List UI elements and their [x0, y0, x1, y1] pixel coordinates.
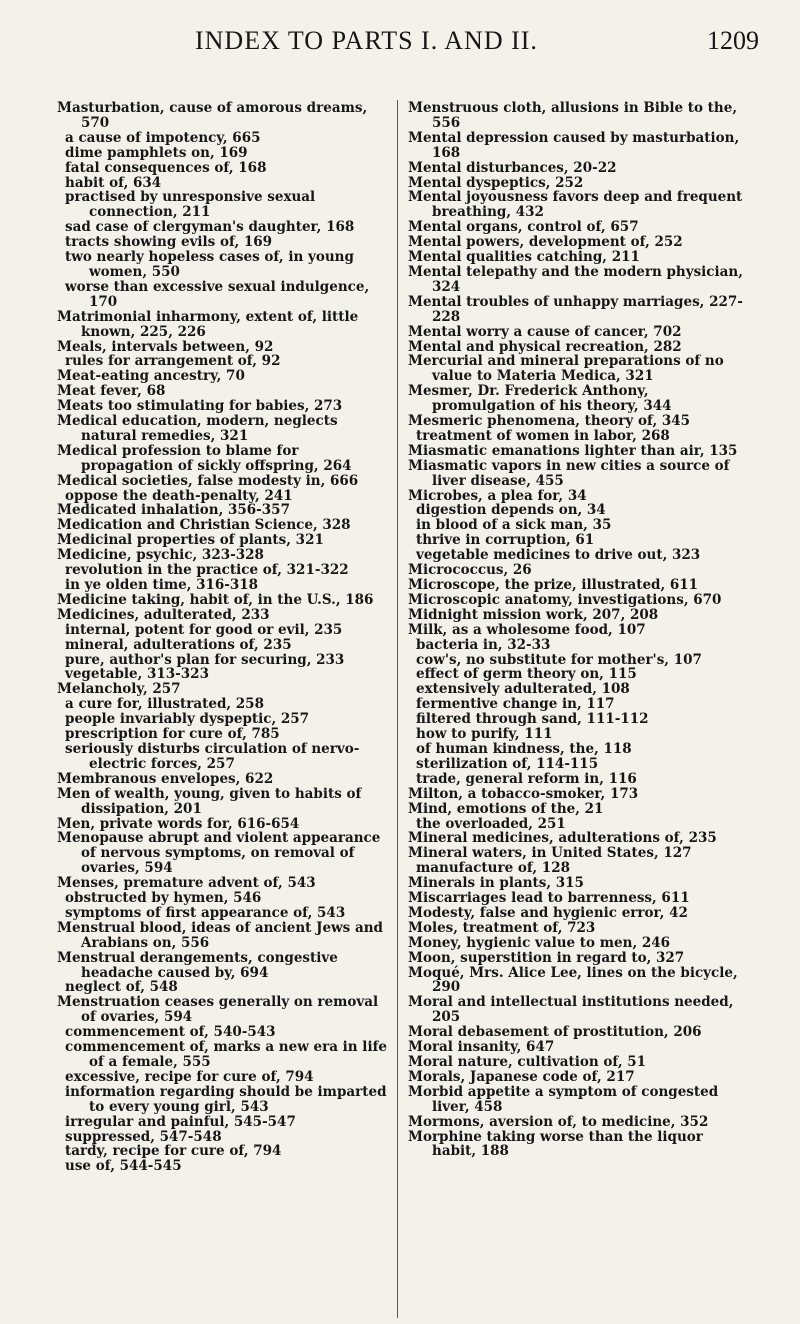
index-entry: Minerals in plants, 315 [408, 875, 584, 892]
index-entry: Mental depression caused by masturbation, 168 [408, 129, 740, 161]
index-subentry: oppose the death-penalty, 241 [65, 487, 293, 504]
index-entry: Membranous envelopes, 622 [57, 770, 274, 787]
index-subentry: digestion depends on, 34 [416, 502, 606, 519]
index-entry: Mental worry a cause of cancer, 702 [408, 323, 682, 340]
index-column-left [57, 101, 387, 1174]
index-entry: Meats too stimulating for babies, 273 [57, 398, 343, 415]
index-subentry: filtered through sand, 111-112 [416, 711, 649, 728]
index-entry: Mormons, aversion of, to medicine, 352 [408, 1113, 709, 1130]
index-subentry: of human kindness, the, 118 [416, 740, 632, 757]
index-subentry: pure, author's plan for securing, 233 [65, 651, 345, 668]
index-entry: Mental and physical recreation, 282 [408, 338, 682, 355]
index-entry: Miasmatic vapors in new cities a source of liver disease, 455 [408, 457, 730, 489]
index-entry: Melancholy, 257 [57, 681, 181, 698]
index-subentry: habit of, 634 [65, 174, 162, 191]
index-entry: Moral insanity, 647 [408, 1039, 555, 1056]
index-subentry: trade, general reform in, 116 [416, 770, 637, 787]
index-entry: Menstruous cloth, allusions in Bible to the, 556 [408, 100, 738, 131]
index-subentry: revolution in the practice of, 321-322 [65, 562, 349, 579]
index-entry: Meals, intervals between, 92 [57, 338, 274, 355]
index-entry: Moles, treatment of, 723 [408, 919, 596, 936]
index-entry: Matrimonial inharmony, extent of, little known, 225, 226 [57, 308, 359, 340]
index-subentry: commencement of, marks a new era in life of a female, 555 [65, 1039, 387, 1070]
index-entry: Mind, emotions of the, 21 [408, 800, 604, 817]
index-entry: Medical societies, false modesty in, 666 [57, 472, 359, 489]
index-subentry: information regarding should be imparted to every young girl, 543 [65, 1083, 387, 1115]
index-entry: Medicine taking, habit of, in the U.S., 186 [57, 591, 374, 608]
index-subentry: how to purify, 111 [416, 726, 553, 743]
index-subentry: in blood of a sick man, 35 [416, 517, 612, 534]
index-subentry: neglect of, 548 [65, 979, 178, 996]
index-entry: Moral debasement of prostitution, 206 [408, 1024, 702, 1041]
index-entry: Modesty, false and hygienic error, 42 [408, 904, 688, 921]
index-subentry: two nearly hopeless cases of, in young women, 550 [65, 249, 354, 280]
index-subentry: thrive in corruption, 61 [416, 532, 595, 549]
index-entry: Morbid appetite a symptom of congested liver, 458 [408, 1083, 719, 1115]
index-subentry: practised by unresponsive sexual connection, 211 [65, 189, 316, 221]
index-subentry: cow's, no substitute for mother's, 107 [416, 651, 702, 668]
index-subentry: fatal consequences of, 168 [65, 159, 267, 176]
index-entry: Moqué, Mrs. Alice Lee, lines on the bicycle, 290 [408, 964, 738, 996]
index-entry: Mental telepathy and the modern physician, 324 [408, 263, 743, 295]
index-subentry: obstructed by hymen, 546 [65, 890, 262, 907]
index-entry: Menstrual derangements, congestive headache caused by, 694 [57, 949, 338, 981]
page-number: 1209 [707, 26, 759, 55]
index-subentry: rules for arrangement of, 92 [65, 353, 281, 370]
index-entry: Mental organs, control of, 657 [408, 219, 639, 236]
index-entry: Morphine taking worse than the liquor habit, 188 [408, 1128, 703, 1160]
index-entry: Mental troubles of unhappy marriages, 227-228 [408, 293, 743, 325]
index-entry: Moral nature, cultivation of, 51 [408, 1054, 647, 1070]
index-entry: Moral and intellectual institutions needed, 205 [408, 994, 734, 1026]
index-subentry: people invariably dyspeptic, 257 [65, 711, 310, 728]
index-subentry: the overloaded, 251 [416, 815, 566, 832]
index-entry: Menopause abrupt and violent appearance of nervous symptoms, on removal of ovaries, 594 [57, 830, 381, 877]
index-subentry: sad case of clergyman's daughter, 168 [65, 219, 355, 236]
index-subentry: extensively adulterated, 108 [416, 681, 630, 698]
index-entry: Mineral medicines, adulterations of, 235 [408, 830, 717, 847]
index-entry: Microbes, a plea for, 34 [408, 487, 587, 504]
index-subentry: dime pamphlets on, 169 [65, 144, 248, 161]
index-subentry: seriously disturbs circulation of nervo-electric forces, 257 [65, 740, 360, 772]
index-entry: Miscarriages lead to barrenness, 611 [408, 890, 690, 907]
index-subentry: a cause of impotency, 665 [65, 129, 261, 146]
index-entry: Mental dyspeptics, 252 [408, 174, 584, 191]
index-subentry: commencement of, 540-543 [65, 1024, 276, 1041]
index-subentry: vegetable medicines to drive out, 323 [416, 547, 701, 564]
index-subentry: excessive, recipe for cure of, 794 [65, 1068, 314, 1085]
index-column-right [408, 101, 748, 1159]
index-entry: Midnight mission work, 207, 208 [408, 606, 659, 623]
index-entry: Meat-eating ancestry, 70 [57, 368, 245, 385]
index-entry: Meat fever, 68 [57, 383, 166, 400]
index-entry: Mental powers, development of, 252 [408, 234, 683, 251]
index-subentry: bacteria in, 32-33 [416, 636, 551, 653]
index-entry: Medicinal properties of plants, 321 [57, 532, 324, 549]
index-subentry: effect of germ theory on, 115 [416, 666, 637, 683]
index-entry: Menses, premature advent of, 543 [57, 875, 316, 892]
index-entry: Men, private words for, 616-654 [57, 815, 300, 832]
index-entry: Miasmatic emanations lighter than air, 135 [408, 442, 738, 459]
index-subentry: mineral, adulterations of, 235 [65, 636, 292, 653]
index-entry: Men of wealth, young, given to habits of dissipation, 201 [57, 785, 362, 817]
index-subentry: fermentive change in, 117 [416, 696, 615, 713]
column-divider [397, 100, 398, 1318]
index-entry: Mesmeric phenomena, theory of, 345 [408, 413, 691, 430]
index-entry: Medication and Christian Science, 328 [57, 517, 351, 534]
index-entry: Menstruation ceases generally on removal of ovaries, 594 [57, 994, 379, 1026]
index-subentry: a cure for, illustrated, 258 [65, 696, 264, 713]
index-entry: Medicated inhalation, 356-357 [57, 502, 290, 519]
index-entry: Micrococcus, 26 [408, 562, 532, 579]
index-entry: Mercurial and mineral preparations of no value to Materia Medica, 321 [408, 353, 724, 385]
index-entry: Mental qualities catching, 211 [408, 249, 640, 266]
index-entry: Money, hygienic value to men, 246 [408, 934, 671, 951]
index-entry: Mental joyousness favors deep and frequent breathing, 432 [408, 189, 743, 221]
index-entry: Medical education, modern, neglects natural remedies, 321 [57, 413, 338, 444]
index-entry: Menstrual blood, ideas of ancient Jews and Arabians on, 556 [57, 919, 383, 951]
page-header [0, 26, 800, 66]
index-subentry: treatment of women in labor, 268 [416, 427, 670, 444]
index-entry: Medical profession to blame for propagation of sickly offspring, 264 [57, 442, 352, 474]
index-subentry: use of, 544-545 [65, 1158, 182, 1175]
index-entry: Medicine, psychic, 323-328 [57, 547, 264, 564]
index-entry: Medicines, adulterated, 233 [57, 606, 270, 623]
index-entry: Mineral waters, in United States, 127 [408, 845, 692, 862]
index-entry: Milk, as a wholesome food, 107 [408, 621, 646, 638]
index-subentry: manufacture of, 128 [416, 860, 570, 877]
index-subentry: vegetable, 313-323 [65, 666, 209, 683]
index-subentry: tracts showing evils of, 169 [65, 234, 273, 251]
index-entry: Mesmer, Dr. Frederick Anthony, promulgation of his theory, 344 [408, 383, 672, 415]
index-subentry: worse than excessive sexual indulgence, 170 [65, 278, 370, 310]
index-entry: Moon, superstition in regard to, 327 [408, 949, 685, 966]
index-subentry: suppressed, 547-548 [65, 1128, 222, 1145]
index-subentry: symptoms of first appearance of, 543 [65, 904, 346, 921]
index-entry: Milton, a tobacco-smoker, 173 [408, 785, 639, 802]
index-entry: Masturbation, cause of amorous dreams, 570 [57, 100, 368, 131]
index-entry: Microscopic anatomy, investigations, 670 [408, 591, 722, 608]
index-entry: Mental disturbances, 20-22 [408, 159, 617, 176]
index-subentry: tardy, recipe for cure of, 794 [65, 1143, 282, 1160]
index-entry: Microscope, the prize, illustrated, 611 [408, 577, 699, 593]
index-subentry: internal, potent for good or evil, 235 [65, 621, 343, 638]
index-entry: Morals, Japanese code of, 217 [408, 1068, 635, 1085]
index-subentry: sterilization of, 114-115 [416, 755, 599, 772]
index-subentry: irregular and painful, 545-547 [65, 1113, 296, 1130]
index-subentry: prescription for cure of, 785 [65, 726, 280, 743]
running-title: INDEX TO PARTS I. AND II. [195, 26, 538, 55]
index-subentry: in ye olden time, 316-318 [65, 577, 259, 593]
